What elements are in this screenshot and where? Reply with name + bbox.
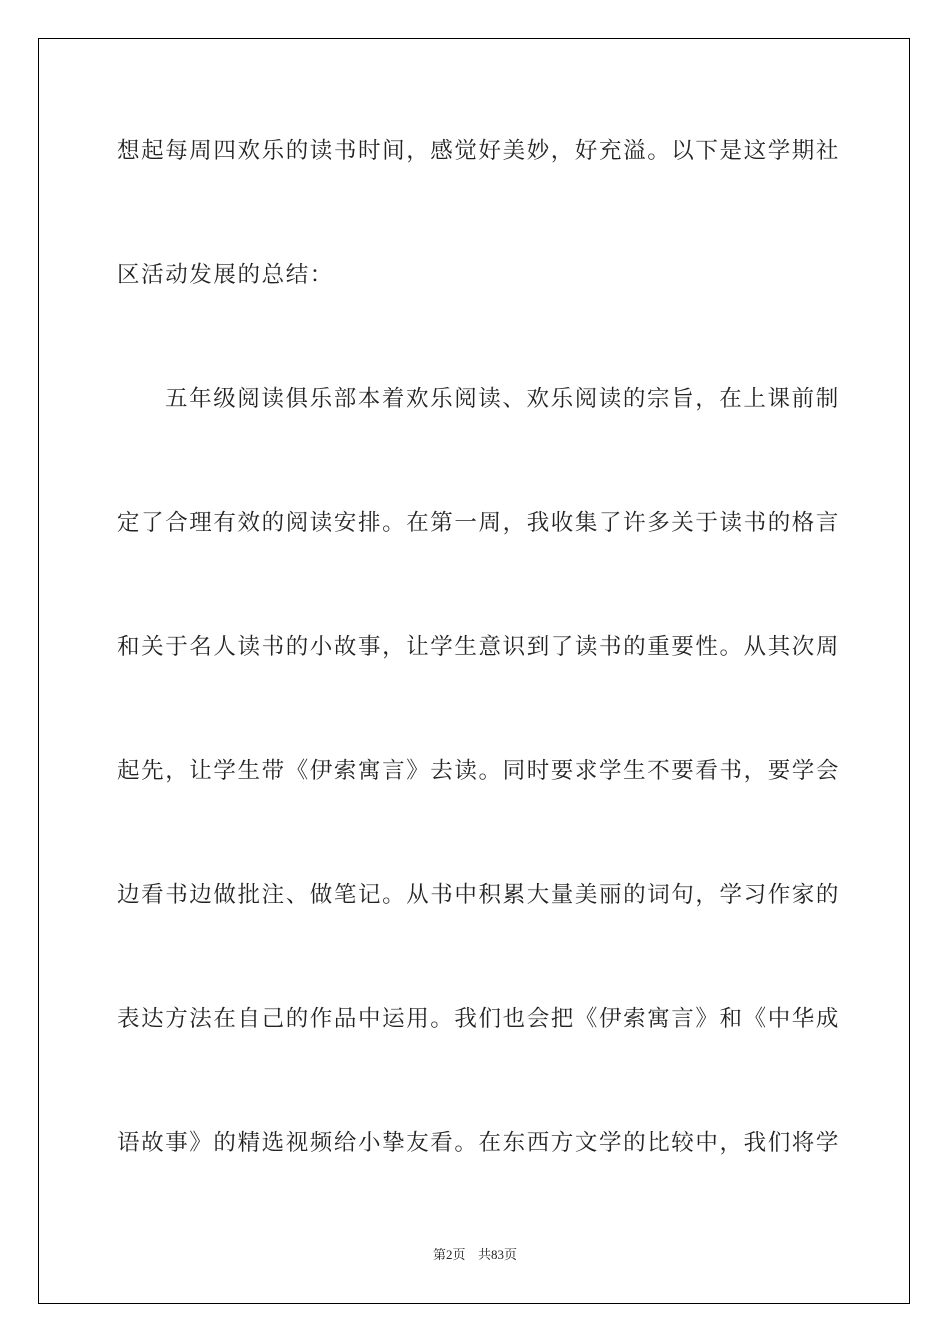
total-pages: 83 — [490, 1247, 504, 1262]
text-line-7: 边看书边做批注、做笔记。从书中积累大量美丽的词句，学习作家的 — [117, 882, 841, 908]
page-suffix: 页 — [452, 1248, 466, 1263]
text-line-4: 定了合理有效的阅读安排。在第一周，我收集了许多关于读书的格言 — [117, 510, 841, 536]
text-line-9: 语故事》的精选视频给小挚友看。在东西方文学的比较中，我们将学 — [117, 1130, 841, 1156]
total-prefix: 共 — [477, 1248, 491, 1263]
text-line-6: 起先，让学生带《伊索寓言》去读。同时要求学生不要看书，要学会 — [117, 758, 841, 784]
text-line-8: 表达方法在自己的作品中运用。我们也会把《伊索寓言》和《中华成 — [117, 1006, 841, 1032]
page-footer — [0, 1244, 950, 1263]
text-line-1: 想起每周四欢乐的读书时间，感觉好美妙，好充溢。以下是这学期社 — [117, 138, 841, 164]
page-number: 2 — [446, 1247, 453, 1262]
text-line-3: 五年级阅读俱乐部本着欢乐阅读、欢乐阅读的宗旨，在上课前制 — [165, 386, 840, 412]
page-border — [38, 38, 910, 1304]
text-line-2: 区活动发展的总结： — [117, 262, 334, 288]
page-prefix: 第 — [433, 1248, 447, 1263]
total-suffix: 页 — [503, 1248, 517, 1263]
text-line-5: 和关于名人读书的小故事，让学生意识到了读书的重要性。从其次周 — [117, 634, 841, 660]
